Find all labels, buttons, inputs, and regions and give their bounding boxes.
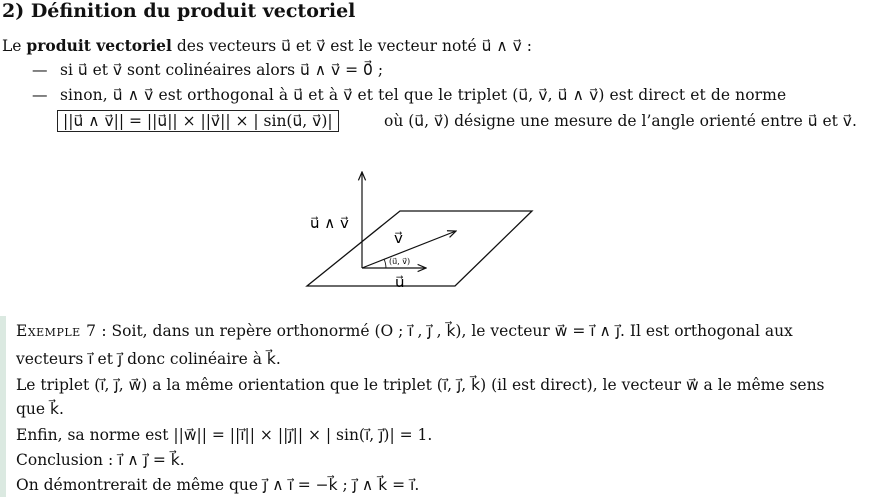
label-angle: (u⃗, v⃗) [389,257,411,266]
bullet-orthogonal: sinon, u⃗ ∧ v⃗ est orthogonal à u⃗ et à v⃗ et tel que le triplet (u⃗, v⃗, u⃗ ∧ v⃗) est direct et de norme [60,86,787,104]
bullet-dash-2: — [32,86,48,104]
example-line-4: que k⃗. [16,400,64,418]
example-line-6: Conclusion : i⃗ ∧ j⃗ = k⃗. [16,451,185,469]
intro-prefix: Le [2,37,27,55]
example-heading: Exemple 7 [16,322,97,340]
angle-note: où (u⃗, v⃗) désigne une mesure de l’angle orienté entre u⃗ et v⃗. [384,112,857,130]
norm-formula-box: ||u⃗ ∧ v⃗|| = ||u⃗|| × ||v⃗|| × | sin(u⃗, v⃗)| [57,110,339,132]
section-title: 2) Définition du produit vectoriel [2,0,356,22]
example-line-5: Enfin, sa norme est ||w⃗|| = ||i⃗|| × ||j⃗|| × | sin(i⃗, j⃗)| = 1. [16,426,433,444]
intro-bold-term: produit vectoriel [26,36,172,55]
bullet-colinear: si u⃗ et v⃗ sont colinéaires alors u⃗ ∧ v⃗ = 0⃗ ; [60,61,384,79]
example-line-1 [16,322,793,340]
example-side-bar [0,316,6,497]
label-cross-product: u⃗ ∧ v⃗ [310,214,349,232]
definition-intro [2,36,532,55]
example-line-7: On démontrerait de même que j⃗ ∧ i⃗ = −k⃗ ; j⃗ ∧ k⃗ = i⃗. [16,476,420,494]
label-u: u⃗ [395,273,405,291]
example-line-3: Le triplet (i⃗, j⃗, w⃗) a la même orientation que le triplet (i⃗, j⃗, k⃗) (il est direct), le vecteur w⃗ a le même sens [16,376,825,394]
label-v: v⃗ [394,229,403,247]
example-line-1-text: : Soit, dans un repère orthonormé (O ; i⃗ , j⃗ , k⃗), le vecteur w⃗ = i⃗ ∧ j⃗. Il est orthogonal aux [96,322,793,340]
intro-rest: des vecteurs u⃗ et v⃗ est le vecteur noté u⃗ ∧ v⃗ : [171,37,532,55]
example-line-2: vecteurs i⃗ et j⃗ donc colinéaire à k⃗. [16,350,281,368]
angle-arc [384,259,386,268]
bullet-dash-1: — [32,61,48,79]
vector-product-figure [290,160,550,295]
